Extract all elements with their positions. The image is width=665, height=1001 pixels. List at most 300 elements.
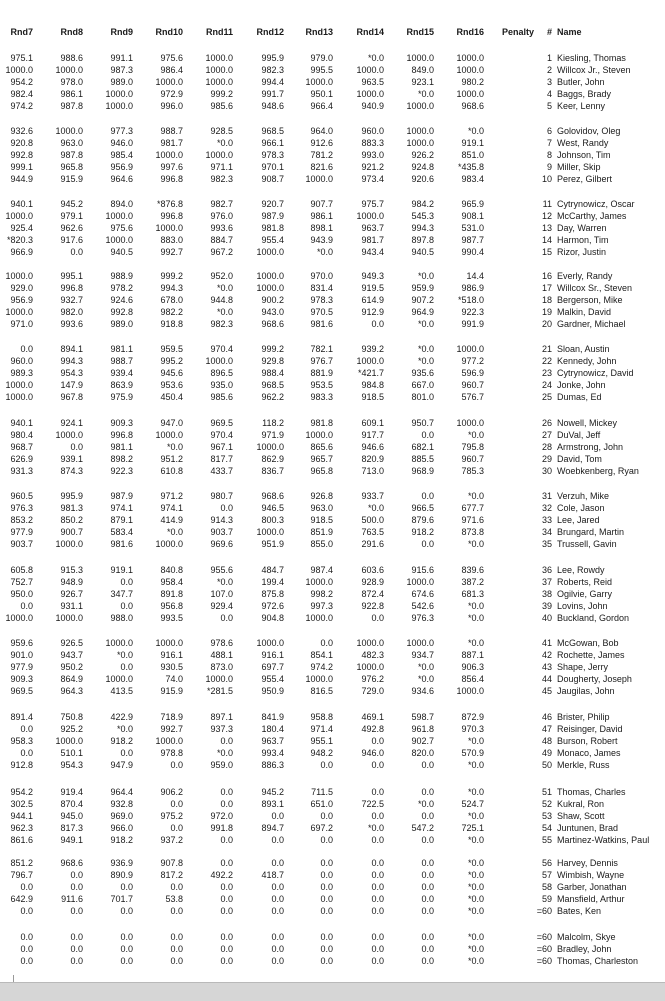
score-cell: 510.1 xyxy=(60,748,83,758)
score-cell: 920.6 xyxy=(411,174,434,184)
score-cell: 939.4 xyxy=(110,368,133,378)
score-cell: 901.0 xyxy=(10,650,33,660)
score-cell: 965.9 xyxy=(461,199,484,209)
score-cell: 817.2 xyxy=(160,870,183,880)
score-cell: 0.0 xyxy=(220,835,233,845)
score-cell: 996.8 xyxy=(60,283,83,293)
score-cell: *0.0 xyxy=(467,944,484,954)
score-cell: 958.4 xyxy=(160,577,183,587)
score-cell: 1000.0 xyxy=(205,77,233,87)
rank-cell: 23 xyxy=(541,368,552,378)
score-cell: 996.8 xyxy=(160,211,183,221)
score-cell: 975.2 xyxy=(160,811,183,821)
name-cell: Thomas, Charles xyxy=(557,787,626,797)
score-cell: 929.4 xyxy=(210,601,233,611)
score-cell: 570.9 xyxy=(461,748,484,758)
score-cell: 970.0 xyxy=(310,271,333,281)
score-cell: 982.0 xyxy=(60,307,83,317)
score-cell: 53.8 xyxy=(165,894,183,904)
score-cell: 1000.0 xyxy=(406,577,434,587)
score-cell: 946.0 xyxy=(361,748,384,758)
score-cell: 891.8 xyxy=(160,589,183,599)
score-cell: 956.9 xyxy=(110,162,133,172)
table-row xyxy=(0,368,665,379)
table-row xyxy=(0,724,665,735)
score-cell: 1000.0 xyxy=(55,613,83,623)
score-cell: 956.9 xyxy=(10,295,33,305)
score-cell: 605.8 xyxy=(10,565,33,575)
table-row xyxy=(0,613,665,624)
table-row xyxy=(0,835,665,846)
score-cell: 922.3 xyxy=(110,466,133,476)
score-cell: 978.2 xyxy=(110,283,133,293)
score-cell: 994.3 xyxy=(60,356,83,366)
rank-cell: 40 xyxy=(541,613,552,623)
score-cell: 418.7 xyxy=(261,870,284,880)
score-cell: 926.2 xyxy=(411,150,434,160)
score-cell: 940.9 xyxy=(361,101,384,111)
score-cell: 996.8 xyxy=(110,430,133,440)
table-row xyxy=(0,150,665,161)
score-cell: 932.6 xyxy=(10,126,33,136)
score-cell: 1000.0 xyxy=(305,430,333,440)
score-cell: 954.3 xyxy=(60,760,83,770)
score-cell: 0.0 xyxy=(220,906,233,916)
score-cell: 872.9 xyxy=(461,712,484,722)
score-cell: 964.0 xyxy=(310,126,333,136)
score-cell: 0.0 xyxy=(20,882,33,892)
score-cell: 964.9 xyxy=(411,307,434,317)
column-header: Rnd8 xyxy=(60,27,83,37)
score-cell: 994.3 xyxy=(411,223,434,233)
score-cell: 991.7 xyxy=(261,89,284,99)
name-cell: Gardner, Michael xyxy=(557,319,626,329)
rank-cell: 17 xyxy=(541,283,552,293)
score-cell: 950.9 xyxy=(261,686,284,696)
score-cell: 14.4 xyxy=(466,271,484,281)
score-cell: 0.0 xyxy=(20,906,33,916)
score-cell: 954.2 xyxy=(10,787,33,797)
score-cell: 118.2 xyxy=(262,418,284,428)
name-cell: Sloan, Austin xyxy=(557,344,610,354)
score-cell: 492.8 xyxy=(361,724,384,734)
score-cell: 988.4 xyxy=(261,368,284,378)
score-cell: 974.1 xyxy=(110,503,133,513)
score-cell: 914.3 xyxy=(210,515,233,525)
score-cell: 1000.0 xyxy=(256,442,284,452)
score-cell: 0.0 xyxy=(70,442,83,452)
table-row xyxy=(0,199,665,210)
score-cell: *0.0 xyxy=(467,430,484,440)
rank-cell: 52 xyxy=(541,799,552,809)
score-cell: 975.7 xyxy=(361,199,384,209)
score-cell: 980.2 xyxy=(461,77,484,87)
table-row xyxy=(0,247,665,258)
score-cell: 923.1 xyxy=(411,77,434,87)
score-cell: 967.1 xyxy=(210,442,233,452)
column-header: Rnd9 xyxy=(110,27,133,37)
column-header: Rnd13 xyxy=(305,27,333,37)
score-cell: 0.0 xyxy=(170,823,183,833)
score-cell: *0.0 xyxy=(467,760,484,770)
score-cell: 542.6 xyxy=(411,601,434,611)
score-cell: 1000.0 xyxy=(5,211,33,221)
score-cell: 713.0 xyxy=(361,466,384,476)
score-cell: 302.5 xyxy=(10,799,33,809)
score-cell: 981.8 xyxy=(261,223,284,233)
score-cell: 0.0 xyxy=(170,944,183,954)
score-cell: 904.8 xyxy=(261,613,284,623)
score-cell: 965.8 xyxy=(60,162,83,172)
score-cell: 945.6 xyxy=(160,368,183,378)
name-cell: Garber, Jonathan xyxy=(557,882,627,892)
score-cell: 0.0 xyxy=(371,894,384,904)
score-cell: 0.0 xyxy=(220,613,233,623)
score-cell: 856.4 xyxy=(461,674,484,684)
score-cell: 948.9 xyxy=(60,577,83,587)
score-cell: 981.1 xyxy=(110,344,133,354)
score-cell: 976.2 xyxy=(361,674,384,684)
score-cell: 725.1 xyxy=(461,823,484,833)
score-cell: 0.0 xyxy=(271,906,284,916)
score-cell: 890.9 xyxy=(110,870,133,880)
score-cell: 982.7 xyxy=(210,199,233,209)
score-cell: 995.9 xyxy=(60,491,83,501)
score-cell: 0.0 xyxy=(421,760,434,770)
score-cell: 959.6 xyxy=(10,638,33,648)
table-row xyxy=(0,430,665,441)
name-cell: Trussell, Gavin xyxy=(557,539,617,549)
score-cell: 1000.0 xyxy=(305,174,333,184)
score-cell: 199.4 xyxy=(261,577,284,587)
score-cell: 1000.0 xyxy=(5,65,33,75)
score-cell: 0.0 xyxy=(220,503,233,513)
score-cell: 986.9 xyxy=(461,283,484,293)
rank-cell: 39 xyxy=(541,601,552,611)
score-cell: *0.0 xyxy=(467,811,484,821)
score-cell: 881.9 xyxy=(310,368,333,378)
score-cell: 954.2 xyxy=(10,77,33,87)
score-cell: 883.0 xyxy=(160,235,183,245)
name-cell: Burson, Robert xyxy=(557,736,618,746)
table-row xyxy=(0,539,665,550)
table-row xyxy=(0,392,665,403)
score-cell: 1000.0 xyxy=(105,101,133,111)
score-cell: 955.6 xyxy=(210,565,233,575)
name-cell: Perez, Gilbert xyxy=(557,174,613,184)
score-cell: 0.0 xyxy=(371,906,384,916)
score-cell: 547.2 xyxy=(411,823,434,833)
horizontal-scrollbar[interactable] xyxy=(0,982,665,1001)
score-cell: 1000.0 xyxy=(155,638,183,648)
score-cell: 1000.0 xyxy=(356,356,384,366)
score-cell: 961.8 xyxy=(411,724,434,734)
rank-cell: =60 xyxy=(536,932,552,942)
score-cell: 940.5 xyxy=(110,247,133,257)
score-cell: 0.0 xyxy=(220,787,233,797)
score-cell: 948.6 xyxy=(261,101,284,111)
rank-cell: 21 xyxy=(541,344,552,354)
score-cell: 0.0 xyxy=(371,787,384,797)
score-cell: 894.7 xyxy=(261,823,284,833)
score-cell: 0.0 xyxy=(220,956,233,966)
table-row xyxy=(0,858,665,869)
score-cell: 0.0 xyxy=(20,932,33,942)
score-cell: 0.0 xyxy=(320,638,333,648)
score-cell: 993.6 xyxy=(210,223,233,233)
score-cell: 995.5 xyxy=(310,65,333,75)
rank-cell: 13 xyxy=(541,223,552,233)
score-cell: 995.2 xyxy=(160,356,183,366)
column-header-number: # xyxy=(546,27,552,37)
score-cell: 1000.0 xyxy=(205,65,233,75)
table-row xyxy=(0,894,665,905)
score-cell: 697.2 xyxy=(310,823,333,833)
score-cell: *0.0 xyxy=(417,344,434,354)
score-cell: 993.4 xyxy=(261,748,284,758)
score-cell: 903.7 xyxy=(210,527,233,537)
score-cell: 0.0 xyxy=(220,932,233,942)
score-cell: 959.5 xyxy=(160,344,183,354)
score-cell: 887.1 xyxy=(461,650,484,660)
score-cell: 934.6 xyxy=(411,686,434,696)
rank-cell: 22 xyxy=(541,356,552,366)
score-cell: 897.1 xyxy=(210,712,233,722)
name-cell: Roberts, Reid xyxy=(557,577,613,587)
score-cell: 1000.0 xyxy=(456,686,484,696)
rank-cell: 1 xyxy=(546,53,552,63)
score-cell: 1000.0 xyxy=(356,89,384,99)
score-cell: 981.6 xyxy=(110,539,133,549)
score-cell: 0.0 xyxy=(220,894,233,904)
score-cell: 900.2 xyxy=(261,295,284,305)
table-row xyxy=(0,589,665,600)
score-cell: 975.1 xyxy=(10,53,33,63)
score-cell: 1000.0 xyxy=(456,89,484,99)
rank-cell: 43 xyxy=(541,662,552,672)
score-cell: 979.1 xyxy=(60,211,83,221)
score-cell: 935.0 xyxy=(210,380,233,390)
score-cell: 933.7 xyxy=(361,491,384,501)
table-row xyxy=(0,686,665,697)
score-cell: 0.0 xyxy=(271,956,284,966)
score-cell: 821.6 xyxy=(310,162,333,172)
score-cell: 971.6 xyxy=(461,515,484,525)
score-cell: 1000.0 xyxy=(5,392,33,402)
score-cell: 898.2 xyxy=(110,454,133,464)
score-cell: 0.0 xyxy=(421,906,434,916)
score-cell: 940.1 xyxy=(10,199,33,209)
score-cell: 993.5 xyxy=(160,613,183,623)
score-cell: *0.0 xyxy=(216,307,233,317)
table-row xyxy=(0,283,665,294)
rank-cell: 51 xyxy=(541,787,552,797)
name-cell: Verzuh, Mike xyxy=(557,491,610,501)
score-cell: 0.0 xyxy=(271,882,284,892)
score-cell: *0.0 xyxy=(417,89,434,99)
score-cell: 0.0 xyxy=(20,944,33,954)
score-cell: 976.3 xyxy=(411,613,434,623)
score-cell: 482.3 xyxy=(361,650,384,660)
score-cell: 928.9 xyxy=(361,577,384,587)
score-cell: 971.1 xyxy=(210,162,233,172)
name-cell: Bates, Ken xyxy=(557,906,602,916)
name-cell: Rizor, Justin xyxy=(557,247,607,257)
score-cell: 900.7 xyxy=(60,527,83,537)
score-cell: 0.0 xyxy=(320,760,333,770)
score-cell: 875.8 xyxy=(261,589,284,599)
score-cell: 981.3 xyxy=(60,503,83,513)
score-cell: 817.3 xyxy=(60,823,83,833)
score-cell: 916.1 xyxy=(261,650,284,660)
score-cell: 450.4 xyxy=(160,392,183,402)
score-cell: 894.0 xyxy=(110,199,133,209)
table-row xyxy=(0,271,665,282)
score-cell: 831.4 xyxy=(310,283,333,293)
score-cell: 0.0 xyxy=(371,956,384,966)
score-cell: 891.4 xyxy=(10,712,33,722)
score-cell: 1000.0 xyxy=(256,638,284,648)
score-cell: 983.4 xyxy=(461,174,484,184)
score-cell: 0.0 xyxy=(20,344,33,354)
score-cell: 674.6 xyxy=(411,589,434,599)
table-row xyxy=(0,823,665,834)
score-cell: 950.2 xyxy=(60,662,83,672)
table-row xyxy=(0,527,665,538)
score-cell: 917.7 xyxy=(361,430,384,440)
score-cell: 944.9 xyxy=(10,174,33,184)
column-header-penalty: Penalty xyxy=(501,27,534,37)
score-cell: 975.6 xyxy=(160,53,183,63)
name-cell: Monaco, James xyxy=(557,748,621,758)
score-cell: 960.7 xyxy=(461,454,484,464)
score-cell: 947.0 xyxy=(160,418,183,428)
score-cell: 820.0 xyxy=(411,748,434,758)
score-cell: 954.3 xyxy=(60,368,83,378)
score-cell: 968.7 xyxy=(10,442,33,452)
score-cell: 988.7 xyxy=(160,126,183,136)
score-cell: 960.0 xyxy=(10,356,33,366)
score-cell: 0.0 xyxy=(421,870,434,880)
score-cell: 851.9 xyxy=(310,527,333,537)
table-row xyxy=(0,736,665,747)
score-cell: 972.9 xyxy=(160,89,183,99)
score-cell: *0.0 xyxy=(417,799,434,809)
rank-cell: 6 xyxy=(546,126,552,136)
score-cell: *0.0 xyxy=(467,835,484,845)
score-cell: 931.1 xyxy=(60,601,83,611)
score-cell: 988.7 xyxy=(110,356,133,366)
score-cell: 0.0 xyxy=(320,894,333,904)
name-cell: Dougherty, Joseph xyxy=(557,674,632,684)
score-cell: 997.3 xyxy=(310,601,333,611)
score-cell: 545.3 xyxy=(411,211,434,221)
score-cell: 966.4 xyxy=(310,101,333,111)
score-cell: 0.0 xyxy=(70,882,83,892)
score-cell: 985.6 xyxy=(210,392,233,402)
score-cell: 984.2 xyxy=(411,199,434,209)
score-cell: 956.8 xyxy=(160,601,183,611)
score-cell: 940.1 xyxy=(10,418,33,428)
name-cell: Everly, Randy xyxy=(557,271,613,281)
table-row xyxy=(0,650,665,661)
rank-cell: 31 xyxy=(541,491,552,501)
score-cell: 0.0 xyxy=(271,944,284,954)
score-cell: 1000.0 xyxy=(155,539,183,549)
table-row xyxy=(0,356,665,367)
score-cell: *0.0 xyxy=(316,247,333,257)
score-cell: 718.9 xyxy=(160,712,183,722)
score-cell: 991.8 xyxy=(210,823,233,833)
name-cell: West, Randy xyxy=(557,138,609,148)
rank-cell: 18 xyxy=(541,295,552,305)
score-cell: 987.8 xyxy=(60,101,83,111)
score-cell: 918.2 xyxy=(110,835,133,845)
rank-cell: 48 xyxy=(541,736,552,746)
rank-cell: 37 xyxy=(541,577,552,587)
score-cell: 1000.0 xyxy=(456,344,484,354)
score-cell: 0.0 xyxy=(70,870,83,880)
table-row xyxy=(0,295,665,306)
score-cell: 524.7 xyxy=(461,799,484,809)
score-cell: 0.0 xyxy=(371,835,384,845)
score-cell: 1000.0 xyxy=(205,150,233,160)
rank-cell: 14 xyxy=(541,235,552,245)
rank-cell: 42 xyxy=(541,650,552,660)
score-cell: 978.6 xyxy=(210,638,233,648)
rank-cell: 19 xyxy=(541,307,552,317)
score-cell: 990.4 xyxy=(461,247,484,257)
score-cell: 851.0 xyxy=(461,150,484,160)
score-cell: 0.0 xyxy=(320,956,333,966)
score-cell: 820.9 xyxy=(361,454,384,464)
score-cell: 971.2 xyxy=(160,491,183,501)
score-cell: 1000.0 xyxy=(356,638,384,648)
name-cell: Kennedy, John xyxy=(557,356,617,366)
score-cell: 997.6 xyxy=(160,162,183,172)
score-cell: 915.9 xyxy=(60,174,83,184)
score-cell: 978.0 xyxy=(60,77,83,87)
score-cell: 969.5 xyxy=(10,686,33,696)
score-cell: 1000.0 xyxy=(256,527,284,537)
score-cell: 752.7 xyxy=(10,577,33,587)
score-cell: 0.0 xyxy=(20,601,33,611)
score-cell: 962.3 xyxy=(10,823,33,833)
score-cell: *0.0 xyxy=(116,650,133,660)
score-cell: 492.2 xyxy=(210,870,233,880)
score-cell: 965.7 xyxy=(310,454,333,464)
name-cell: Day, Warren xyxy=(557,223,607,233)
name-cell: Ogilvie, Garry xyxy=(557,589,613,599)
table-row xyxy=(0,787,665,798)
rank-cell: =60 xyxy=(536,906,552,916)
score-cell: 943.4 xyxy=(361,247,384,257)
score-cell: 1000.0 xyxy=(55,126,83,136)
score-cell: 924.1 xyxy=(60,418,83,428)
score-cell: 840.8 xyxy=(160,565,183,575)
rank-cell: 11 xyxy=(542,199,552,209)
score-cell: 0.0 xyxy=(220,882,233,892)
score-cell: 926.5 xyxy=(60,638,83,648)
column-header: Rnd15 xyxy=(406,27,434,37)
score-cell: 947.9 xyxy=(110,760,133,770)
score-cell: 925.4 xyxy=(10,223,33,233)
score-cell: *0.0 xyxy=(367,823,384,833)
score-cell: 347.7 xyxy=(110,589,133,599)
score-cell: 0.0 xyxy=(120,956,133,966)
score-cell: 0.0 xyxy=(371,870,384,880)
name-cell: Rochette, James xyxy=(557,650,625,660)
